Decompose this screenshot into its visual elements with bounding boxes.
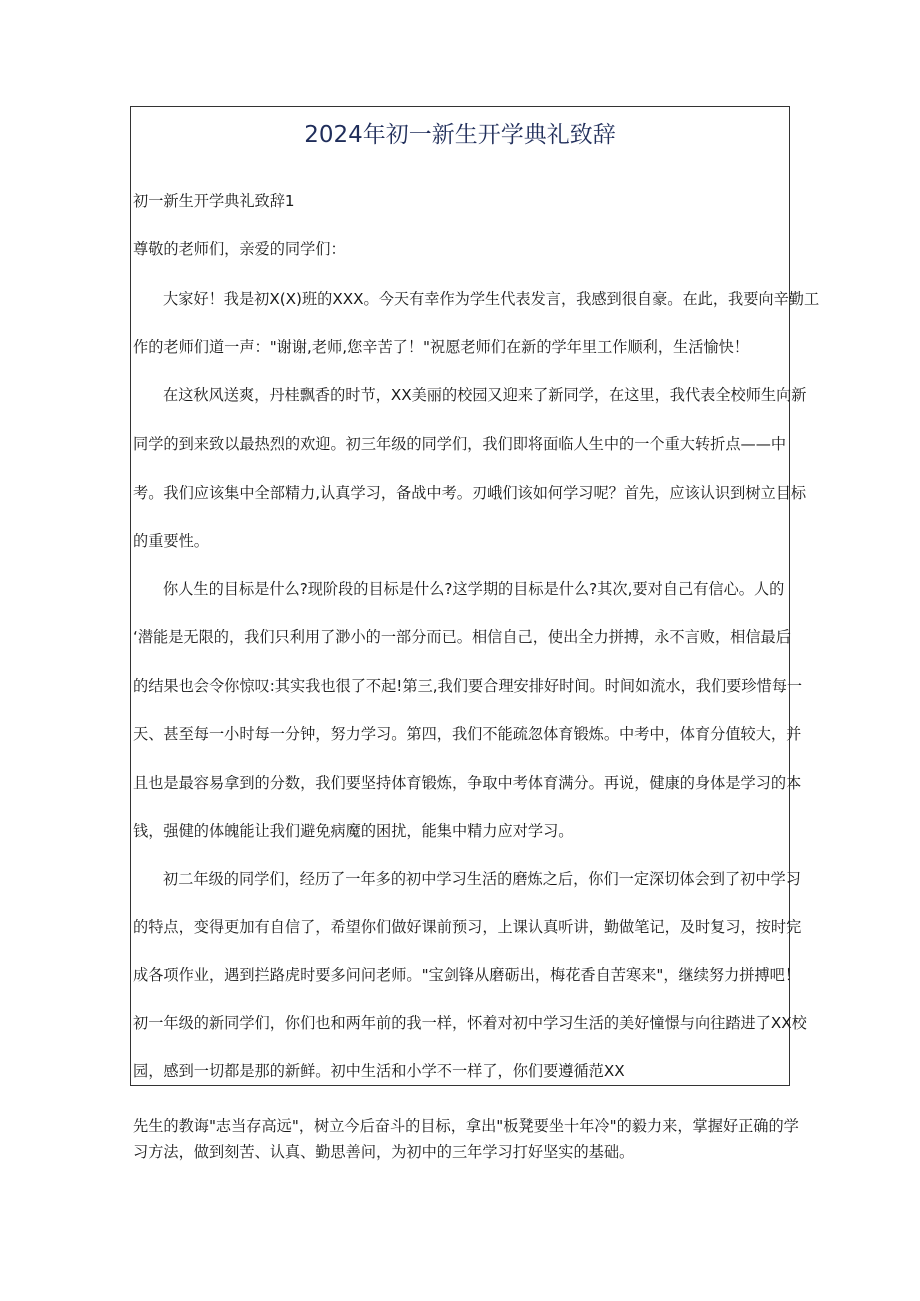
text-line: 的结果也会令你惊叹:其实我也很了不起!第三,我们要合理安排好时间。时间如流水，我们要珍惜每一 [133, 677, 803, 695]
text-line: 的特点，变得更加有自信了，希望你们做好课前预习，上课认真听讲，勤做笔记，及时复习，按时完 [133, 918, 802, 936]
continuation-line: 习方法，做到刻苦、认真、勤思善问，为初中的三年学习打好坚实的基础。 [133, 1143, 635, 1161]
text-line: 作的老师们道一声："谢谢,老师,您辛苦了！"祝愿老师们在新的学年里工作顺利，生活愉快！ [133, 338, 749, 356]
text-line: 园，感到一切都是那的新鲜。初中生活和小学不一样了，你们要遵循范XX [133, 1062, 625, 1080]
continuation-line: 先生的教诲"志当存高远"，树立今后奋斗的目标，拿出"板凳要坐十年冷"的毅力来，掌握好正确的学 [133, 1117, 799, 1135]
text-line: 的重要性。 [133, 532, 209, 550]
text-line: 钱，强健的体魄能让我们避免病魔的困扰，能集中精力应对学习。 [133, 822, 574, 840]
section-heading: 初一新生开学典礼致辞1 [133, 192, 295, 210]
text-line: 初二年级的同学们，经历了一年多的初中学习生活的磨炼之后，你们一定深切体会到了初中学习 [163, 870, 801, 888]
text-line: 天、甚至每一小时每一分钟，努力学习。第四，我们不能疏忽体育锻炼。中考中，体育分值较大，并 [133, 725, 802, 743]
text-line: 在这秋风送爽，丹桂飘香的时节，XX美丽的校园又迎来了新同学，在这里，我代表全校师生向新 [163, 386, 807, 404]
text-line: 大家好！我是初X(X)班的XXX。今天有幸作为学生代表发言，我感到很自豪。在此，我要向辛勤工 [163, 290, 820, 308]
text-line: 成各项作业，遇到拦路虎时要多问问老师。"宝剑锋从磨砺出，梅花香自苦寒来"，继续努力拼搏吧！ [133, 966, 801, 984]
text-line: 你人生的目标是什么?现阶段的目标是什么?这学期的目标是什么?其次,要对自己有信心。人的 [163, 580, 785, 598]
text-line: 考。我们应该集中全部精力,认真学习，备战中考。刃峨们该如何学习呢？首先，应该认识到树立目标 [133, 484, 807, 502]
text-line: 初一年级的新同学们，你们也和两年前的我一样，怀着对初中学习生活的美好憧憬与向往踏进了XX校 [133, 1014, 807, 1032]
text-line: ‘潜能是无限的，我们只利用了渺小的一部分而已。相信自己，使出全力拼搏，永不言败，相信最后 [133, 628, 791, 646]
text-line: 且也是最容易拿到的分数，我们要坚持体育锻炼，争取中考体育满分。再说，健康的身体是学习的本 [133, 774, 802, 792]
text-line: 同学的到来致以最热烈的欢迎。初三年级的同学们，我们即将面临人生中的一个重大转折点——中 [133, 435, 787, 453]
text-line: 尊敬的老师们，亲爱的同学们： [133, 240, 346, 258]
page-title: 2024年初一新生开学典礼致辞 [304, 122, 616, 148]
